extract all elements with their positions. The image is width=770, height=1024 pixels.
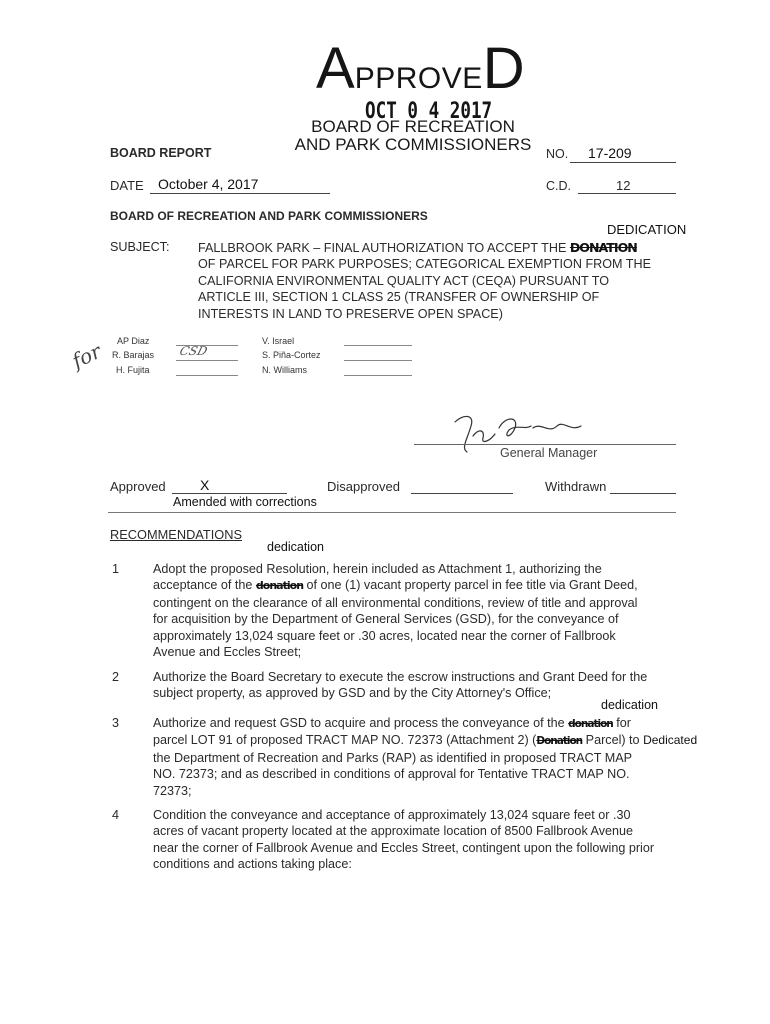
report-no-underline xyxy=(570,162,676,163)
initial-line-right-3 xyxy=(344,375,412,376)
general-manager-title: General Manager xyxy=(500,446,598,460)
rec-number-1: 1 xyxy=(112,562,120,576)
board-report-label: BOARD REPORT xyxy=(110,146,212,160)
signature-line xyxy=(414,444,676,445)
initial-line-left-2 xyxy=(176,360,238,361)
date-value: October 4, 2017 xyxy=(158,176,259,192)
commissioner-right-2: S. Piña-Cortez xyxy=(262,350,321,360)
amended-note: Amended with corrections xyxy=(173,495,317,509)
rec-item-1: Adopt the proposed Resolution, herein included as Attachment 1, authorizing the acceptance of the donation of one (1) vacant property parcel in fee title via Grant Deed, contingent on the clearance of all environmental conditions, review of title and approval for acquisition by the Department of General Services (GSD), for the conveyance of approximately 13,024 square feet or .30 acres, located near the corner of Fallbrook Avenue and Eccles Street; xyxy=(153,562,638,660)
stamp-date: OCT 0 4 2017 xyxy=(365,99,493,124)
subject-struck-word: DONATION xyxy=(569,240,637,255)
rec3-inserted-dedicated: Dedicated xyxy=(643,733,698,748)
withdrawn-label: Withdrawn xyxy=(545,479,607,494)
disapproved-label: Disapproved xyxy=(327,479,400,494)
stamp-letters: PPROVE xyxy=(354,62,483,95)
cd-value: 12 xyxy=(616,178,631,193)
subject-inserted-word: DEDICATION xyxy=(607,222,687,237)
stamp-letter-a: A xyxy=(316,36,355,101)
commissioner-right-3: N. Williams xyxy=(262,365,307,375)
rec-item-3: Authorize and request GSD to acquire and process the conveyance of the donation for parcel LOT 91 of proposed TRACT MAP NO. 72373 (Attachment 2) (Donation Parcel) to Dedicated the Department of Recreation and Parks (RAP) as identified in proposed TRACT MAP NO. 72373; and as described in conditions of approval for Tentative TRACT MAP NO. 72373; xyxy=(153,716,698,798)
disapproved-line xyxy=(411,493,513,494)
board-title-line2: AND PARK COMMISSIONERS xyxy=(294,135,532,155)
rec3-inserted-word: dedication xyxy=(601,698,658,712)
divider-line xyxy=(108,512,676,513)
rec3-struck-word-2: Donation xyxy=(536,735,583,748)
recommendations-heading: RECOMMENDATIONS xyxy=(110,527,242,542)
rec-number-2: 2 xyxy=(112,670,120,684)
board-title-line1: BOARD OF RECREATION xyxy=(311,117,515,136)
rec-number-3: 3 xyxy=(112,716,120,730)
commissioner-right-1: V. Israel xyxy=(262,336,295,346)
rec3-struck-word-1: donation xyxy=(568,718,613,730)
approved-line xyxy=(172,493,287,494)
report-no-value: 17-209 xyxy=(588,145,632,161)
initial-line-right-2 xyxy=(344,360,412,361)
report-no-label: NO. xyxy=(546,147,569,161)
rec-item-4: Condition the conveyance and acceptance of approximately 13,024 square feet or .30 acres of vacant property located at the approximate location of 8500 Fallbrook Avenue near the corner of Fallbrook Avenue and Eccles Street, contingent upon the following prior conditions and actions taking place: xyxy=(153,808,655,872)
approved-stamp xyxy=(316,36,525,101)
initial-line-left-3 xyxy=(176,375,238,376)
rec1-struck-word: donation xyxy=(255,579,304,593)
handwritten-initials: CSD xyxy=(178,344,209,358)
initial-line-right-1 xyxy=(344,345,412,346)
date-underline xyxy=(150,193,330,194)
cd-label: C.D. xyxy=(546,179,571,193)
rec-item-2: Authorize the Board Secretary to execute the escrow instructions and Grant Deed for the subject property, as approved by GSD and by the City Attorney's Office; xyxy=(153,670,648,701)
commissioner-left-3: H. Fujita xyxy=(116,365,150,375)
board-title xyxy=(268,118,558,155)
handwritten-for-note: for xyxy=(68,338,105,374)
commissioner-left-2: R. Barajas xyxy=(112,350,155,360)
withdrawn-line xyxy=(610,493,676,494)
rec-number-4: 4 xyxy=(112,808,120,822)
cd-underline xyxy=(578,193,676,194)
subject-text: FALLBROOK PARK – FINAL AUTHORIZATION TO ACCEPT THE DONATION OF PARCEL FOR PARK PURPOSES; CATEGORICAL EXEMPTION FROM THE CALIFORNIA ENVIRONMENTAL QUALITY ACT (CEQA) PURSUANT TO ARTICLE III, SECTION 1 CLASS 25 (TRANSFER OF OWNERSHIP OF INTERESTS IN LAND TO PRESERVE OPEN SPACE) xyxy=(198,240,651,321)
stamp-letter-d: D xyxy=(482,36,525,101)
subject-label: SUBJECT: xyxy=(110,240,170,254)
approved-label: Approved xyxy=(110,479,166,494)
addressee: BOARD OF RECREATION AND PARK COMMISSIONERS xyxy=(110,209,428,223)
commissioner-left-1: AP Diaz xyxy=(117,336,150,346)
approved-mark: X xyxy=(200,477,210,493)
date-label: DATE xyxy=(110,178,144,193)
rec1-inserted-word: dedication xyxy=(267,540,324,554)
